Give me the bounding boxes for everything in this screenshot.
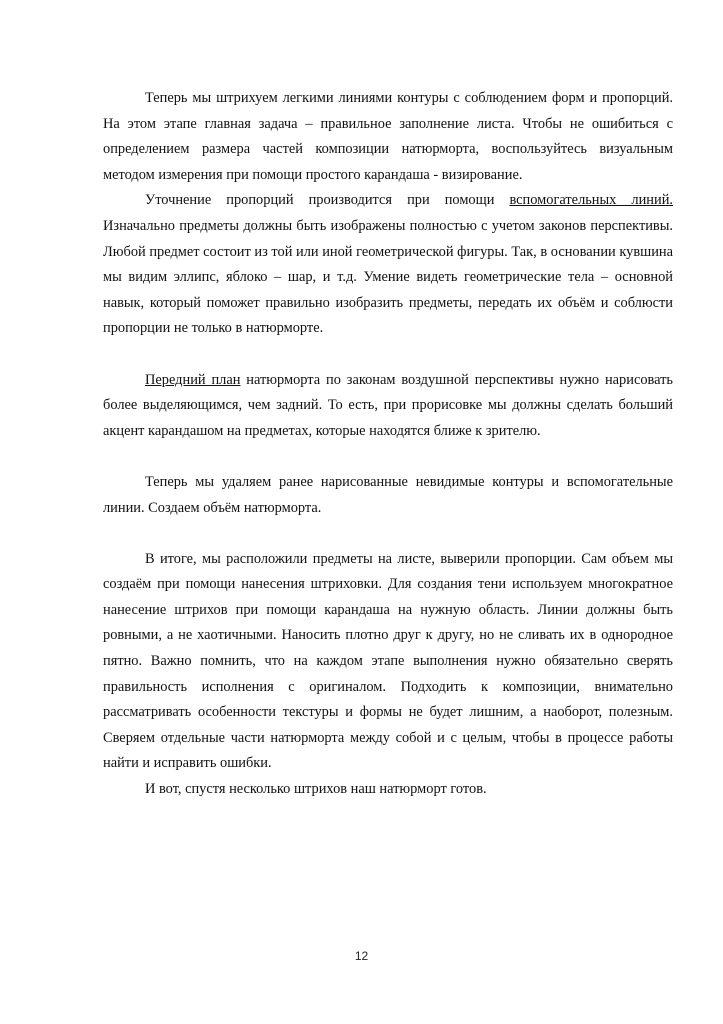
paragraph-remove-contours: Теперь мы удаляем ранее нарисованные невидимые контуры и вспомогательные линии. Создаем объём натюрморта. bbox=[103, 473, 673, 516]
paragraph-spacer bbox=[103, 342, 673, 368]
paragraph-contour-shading: Теперь мы штрихуем легкими линиями контуры с соблюдением форм и пропорций. На этом этапе главная задача – правильное заполнение листа. Чтобы не ошибиться с определением размера частей композиции натюрморта, воспользуйтесь визуальным методом измерения при помощи простого карандаша - визирование. bbox=[103, 90, 673, 183]
paragraph-conclusion: И вот, спустя несколько штрихов наш натюрморт готов. bbox=[145, 781, 487, 798]
body-text bbox=[103, 86, 673, 803]
paragraph-summary: В итоге, мы расположили предметы на листе, выверили пропорции. Сам объем мы создаём при помощи нанесения штриховки. Для создания тени используем многократное нанесение штрихов при помощи карандаша на нужную область. Линии должны быть ровными, а не хаотичными. Наносить плотно друг к другу, но не сливать их в однородное пятно. Важно помнить, что на каждом этапе выполнения нужно обязательно сверять правильность исполнения с оригиналом. Подходить к композиции, внимательно рассматривать особенности текстуры и формы не будет лишним, а наоборот, полезным. Сверяем отдельные части натюрморта между собой и с целым, чтобы в процессе работы найти и исправить ошибки. bbox=[103, 550, 673, 772]
paragraph-proportions-text-start: Уточнение пропорций производится при помощи bbox=[145, 192, 510, 209]
paragraph-proportions bbox=[103, 188, 673, 342]
foreground-link[interactable]: Передний план bbox=[145, 371, 241, 388]
paragraph-foreground-text: натюрморта по законам воздушной перспективы нужно нарисовать более выделяющимся, чем задний. То есть, при прорисовке мы должны сделать больший акцент карандашом на предметах, которые находятся ближе к зрителю. bbox=[103, 371, 673, 439]
paragraph-spacer bbox=[103, 521, 673, 547]
paragraph-spacer bbox=[103, 444, 673, 470]
paragraph-foreground bbox=[103, 368, 673, 445]
auxiliary-lines-link[interactable]: вспомогательных линий. bbox=[509, 192, 673, 209]
paragraph-proportions-text-end: Изначально предметы должны быть изображены полностью с учетом законов перспективы. Любой предмет состоит из той или иной геометрической фигуры. Так, в основании кувшина мы видим эллипс, яблоко – шар, и т.д. Умение видеть геометрические тела – основной навык, который поможет правильно изобразить предметы, передать их объём и соблюсти пропорции не только в натюрморте. bbox=[103, 217, 673, 337]
page-number: 12 bbox=[354, 949, 369, 963]
